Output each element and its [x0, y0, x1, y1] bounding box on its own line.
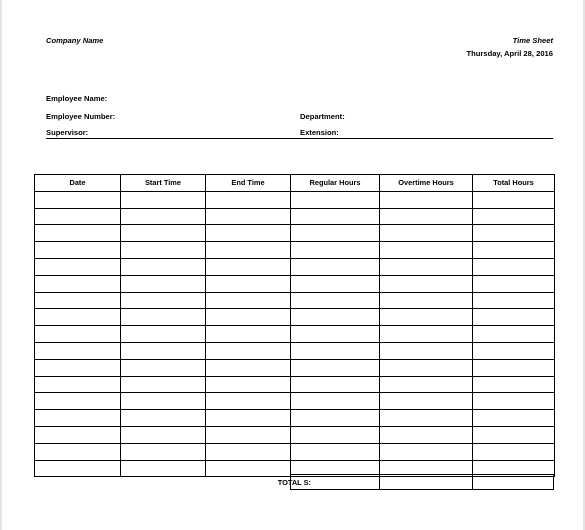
table-cell[interactable] [206, 326, 291, 343]
table-header-row [35, 175, 555, 192]
table-cell[interactable] [473, 393, 555, 410]
table-row [35, 426, 555, 443]
table-row [35, 242, 555, 259]
table-cell[interactable] [206, 426, 291, 443]
totals-label: TOTAL S: [277, 478, 311, 487]
doc-title: Time Sheet [512, 36, 553, 45]
table-cell[interactable] [206, 225, 291, 242]
table-cell[interactable] [291, 275, 380, 292]
table-cell[interactable] [35, 275, 121, 292]
table-row [35, 292, 555, 309]
table-cell[interactable] [473, 443, 555, 460]
total-overtime-hours-cell[interactable] [379, 474, 473, 490]
table-cell[interactable] [206, 242, 291, 259]
table-cell[interactable] [35, 393, 121, 410]
table-cell[interactable] [473, 376, 555, 393]
table-row [35, 376, 555, 393]
table-cell[interactable] [473, 242, 555, 259]
table-cell[interactable] [473, 208, 555, 225]
table-cell[interactable] [291, 426, 380, 443]
table-cell[interactable] [121, 393, 206, 410]
table-cell[interactable] [35, 426, 121, 443]
table-row [35, 342, 555, 359]
table-row [35, 326, 555, 343]
table-cell[interactable] [380, 410, 473, 427]
department-label: Department: [300, 112, 345, 121]
table-cell[interactable] [380, 376, 473, 393]
total-total-hours-cell[interactable] [472, 474, 554, 490]
table-cell[interactable] [206, 342, 291, 359]
table-cell[interactable] [380, 443, 473, 460]
table-cell[interactable] [291, 342, 380, 359]
table-cell[interactable] [121, 309, 206, 326]
table-row [35, 309, 555, 326]
table-cell[interactable] [121, 359, 206, 376]
table-cell[interactable] [380, 191, 473, 208]
table-cell[interactable] [206, 258, 291, 275]
total-regular-hours-cell[interactable] [290, 474, 380, 490]
table-cell[interactable] [380, 258, 473, 275]
employee-number-label: Employee Number: [46, 112, 116, 121]
table-cell[interactable] [473, 359, 555, 376]
table-cell[interactable] [35, 191, 121, 208]
table-cell[interactable] [291, 359, 380, 376]
table-cell[interactable] [291, 443, 380, 460]
table-cell[interactable] [291, 292, 380, 309]
table-cell[interactable] [380, 275, 473, 292]
table-cell[interactable] [35, 376, 121, 393]
column-header-regular-hours: Regular Hours [291, 175, 380, 192]
table-cell[interactable] [206, 410, 291, 427]
table-cell[interactable] [473, 326, 555, 343]
table-cell[interactable] [473, 191, 555, 208]
table-cell[interactable] [206, 359, 291, 376]
table-cell[interactable] [473, 410, 555, 427]
table-cell[interactable] [121, 443, 206, 460]
table-cell[interactable] [35, 326, 121, 343]
table-cell[interactable] [121, 342, 206, 359]
table-cell[interactable] [206, 309, 291, 326]
table-cell[interactable] [121, 376, 206, 393]
table-cell[interactable] [35, 292, 121, 309]
table-cell[interactable] [35, 443, 121, 460]
table-row [35, 258, 555, 275]
table-row [35, 393, 555, 410]
table-cell[interactable] [380, 309, 473, 326]
table-cell[interactable] [380, 359, 473, 376]
table-row [35, 191, 555, 208]
table-cell[interactable] [473, 292, 555, 309]
column-header-date: Date [35, 175, 121, 192]
header-rule [46, 138, 553, 139]
table-cell[interactable] [291, 191, 380, 208]
table-row [35, 359, 555, 376]
table-cell[interactable] [473, 309, 555, 326]
table-row [35, 275, 555, 292]
table-cell[interactable] [380, 326, 473, 343]
table-cell[interactable] [121, 410, 206, 427]
table-cell[interactable] [121, 426, 206, 443]
table-cell[interactable] [473, 225, 555, 242]
table-cell[interactable] [206, 191, 291, 208]
table-cell[interactable] [291, 242, 380, 259]
table-cell[interactable] [121, 208, 206, 225]
table-cell[interactable] [380, 208, 473, 225]
table-cell[interactable] [380, 342, 473, 359]
table-cell[interactable] [473, 258, 555, 275]
column-header-overtime-hours: Overtime Hours [380, 175, 473, 192]
supervisor-label: Supervisor: [46, 128, 89, 137]
table-cell[interactable] [291, 376, 380, 393]
table-row [35, 410, 555, 427]
table-cell[interactable] [380, 393, 473, 410]
table-row [35, 208, 555, 225]
table-cell[interactable] [121, 191, 206, 208]
table-cell[interactable] [291, 258, 380, 275]
table-cell[interactable] [121, 258, 206, 275]
table-cell[interactable] [206, 275, 291, 292]
table-cell[interactable] [121, 275, 206, 292]
table-body [35, 191, 555, 477]
table-cell[interactable] [35, 342, 121, 359]
table-cell[interactable] [121, 326, 206, 343]
table-cell[interactable] [206, 208, 291, 225]
table-cell[interactable] [35, 208, 121, 225]
table-cell[interactable] [206, 443, 291, 460]
table-cell[interactable] [206, 292, 291, 309]
extension-label: Extension: [300, 128, 339, 137]
employee-name-label: Employee Name: [46, 94, 108, 103]
table-cell[interactable] [380, 426, 473, 443]
table-cell[interactable] [291, 393, 380, 410]
table-cell[interactable] [35, 242, 121, 259]
table-cell[interactable] [35, 258, 121, 275]
table-cell[interactable] [121, 292, 206, 309]
company-name: Company Name [46, 36, 104, 45]
table-cell[interactable] [121, 242, 206, 259]
table-cell[interactable] [35, 359, 121, 376]
table-cell[interactable] [291, 208, 380, 225]
table-cell[interactable] [473, 275, 555, 292]
table-cell[interactable] [206, 393, 291, 410]
table-cell[interactable] [35, 309, 121, 326]
table-cell[interactable] [380, 292, 473, 309]
table-cell[interactable] [473, 342, 555, 359]
table-cell[interactable] [380, 242, 473, 259]
table-cell[interactable] [206, 376, 291, 393]
table-row [35, 225, 555, 242]
table-cell[interactable] [291, 410, 380, 427]
column-header-start-time: Start Time [121, 175, 206, 192]
table-cell[interactable] [473, 426, 555, 443]
column-header-total-hours: Total Hours [473, 175, 555, 192]
table-cell[interactable] [291, 225, 380, 242]
table-cell[interactable] [35, 225, 121, 242]
doc-date: Thursday, April 28, 2016 [466, 49, 553, 58]
table-cell[interactable] [291, 309, 380, 326]
table-cell[interactable] [291, 326, 380, 343]
column-header-end-time: End Time [206, 175, 291, 192]
time-table [34, 174, 555, 477]
table-row [35, 443, 555, 460]
table-cell[interactable] [35, 410, 121, 427]
table-cell[interactable] [121, 225, 206, 242]
page-left-edge [0, 0, 2, 530]
totals-row [34, 474, 554, 492]
table-cell[interactable] [380, 225, 473, 242]
